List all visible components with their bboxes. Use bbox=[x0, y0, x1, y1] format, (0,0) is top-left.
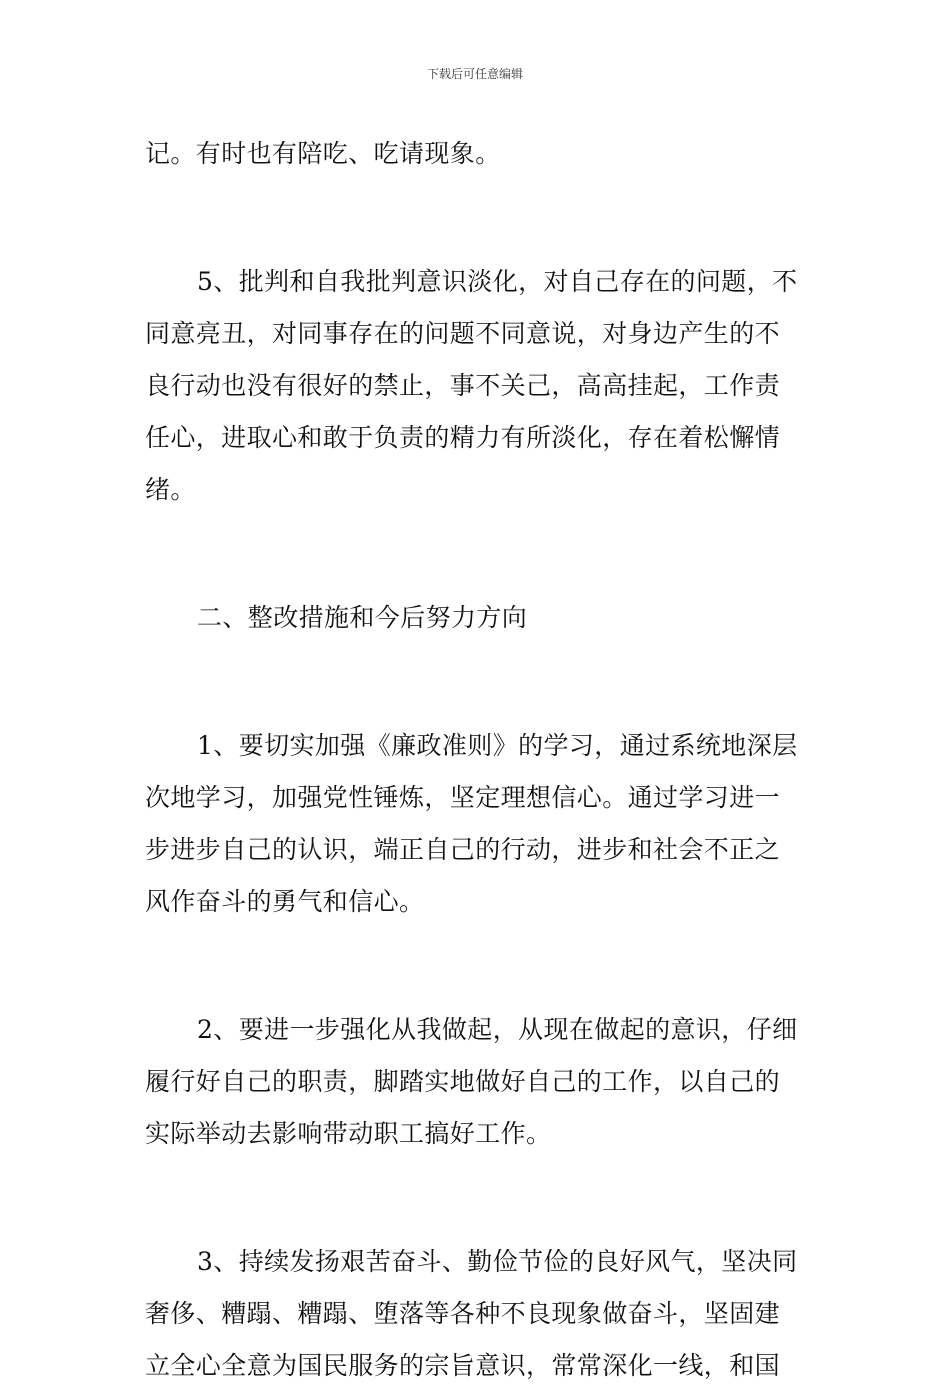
text-line: 奢侈、糟蹋、糟蹋、堕落等各种不良现象做奋斗，坚固建 bbox=[145, 1299, 781, 1328]
document-body bbox=[145, 128, 809, 1392]
text-line: 5、批判和自我批判意识淡化，对自己存在的问题，不 bbox=[197, 267, 798, 296]
page-header: 下载后可任意编辑 bbox=[426, 67, 523, 81]
section-heading bbox=[145, 592, 809, 644]
text-line: 任心，进取心和敢于负责的精力有所淡化，存在着松懈情 bbox=[145, 423, 781, 452]
text-line: 履行好自己的职责，脚踏实地做好自己的工作，以自己的 bbox=[145, 1067, 781, 1096]
text-line: 步进步自己的认识，端正自己的行动，进步和社会不正之 bbox=[145, 835, 781, 864]
paragraph bbox=[145, 128, 809, 180]
text-line: 良行动也没有很好的禁止，事不关己，高高挂起，工作责 bbox=[145, 371, 781, 400]
text-line: 次地学习，加强党性锤炼，坚定理想信心。通过学习进一 bbox=[145, 783, 781, 812]
text-line: 立全心全意为国民服务的宗旨意识，常常深化一线，和国 bbox=[145, 1351, 781, 1380]
paragraph bbox=[145, 1236, 809, 1392]
paragraph bbox=[145, 720, 809, 928]
text-line: 3、持续发扬艰苦奋斗、勤俭节俭的良好风气，坚决同 bbox=[197, 1247, 798, 1276]
text-line: 同意亮丑，对同事存在的问题不同意说，对身边产生的不 bbox=[145, 319, 781, 348]
text-line: 二、整改措施和今后努力方向 bbox=[197, 603, 528, 632]
text-line: 风作奋斗的勇气和信心。 bbox=[145, 887, 425, 916]
paragraph bbox=[145, 256, 809, 516]
text-line: 绪。 bbox=[145, 475, 196, 504]
paragraph bbox=[145, 1004, 809, 1160]
text-line: 实际举动去影响带动职工搞好工作。 bbox=[145, 1119, 552, 1148]
text-line: 1、要切实加强《廉政准则》的学习，通过系统地深层 bbox=[197, 731, 798, 760]
text-line: 2、要进一步强化从我做起，从现在做起的意识，仔细 bbox=[197, 1015, 798, 1044]
text-line: 记。有时也有陪吃、吃请现象。 bbox=[145, 139, 501, 168]
